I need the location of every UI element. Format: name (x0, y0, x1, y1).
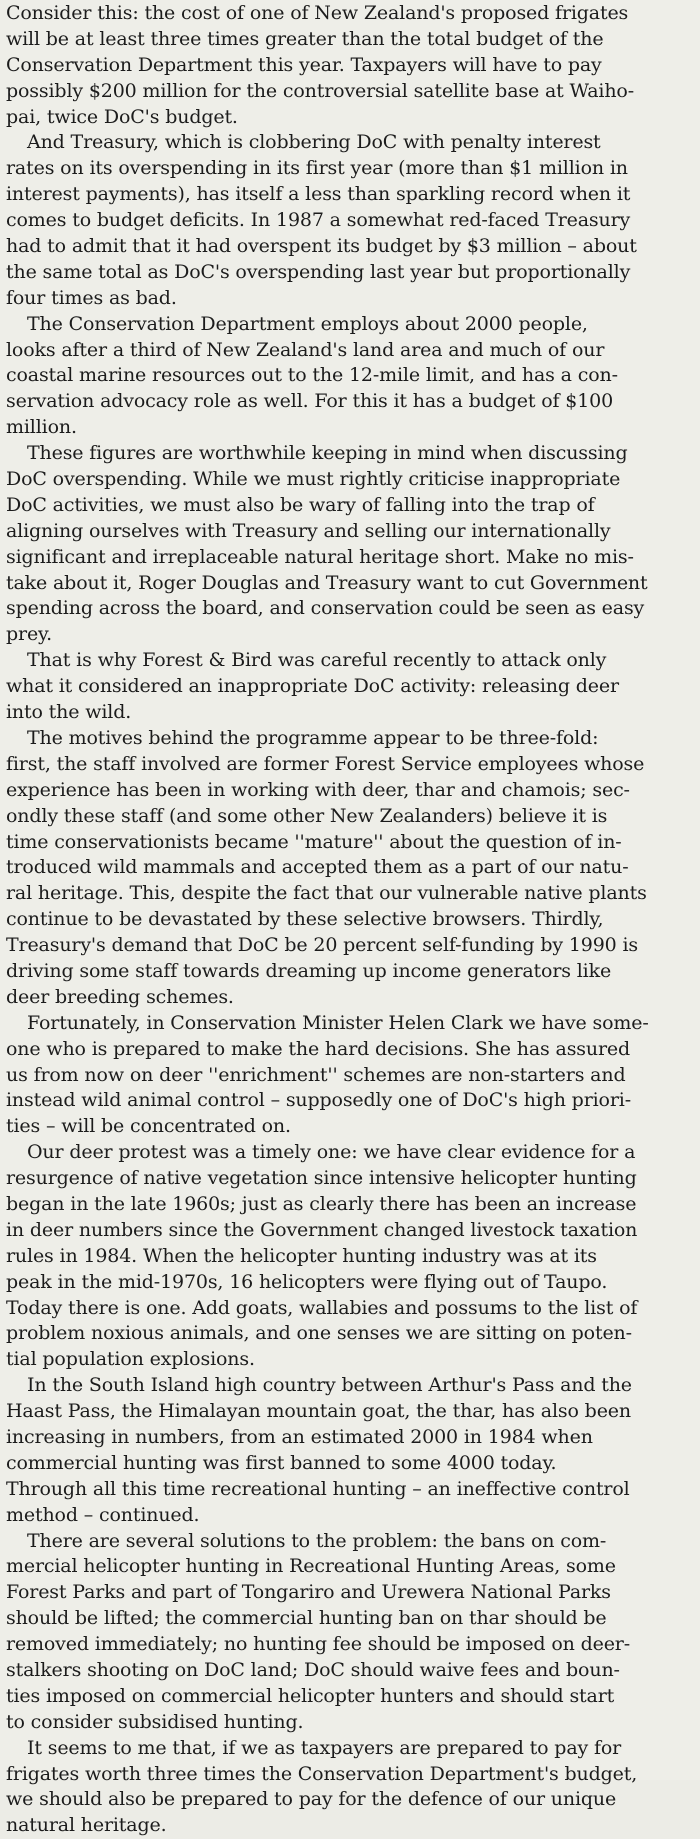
text-line: Fortunately, in Conservation Minister Helen Clark we have some- (27, 1011, 649, 1034)
text-line: interest payments), has itself a less than sparkling record when it (6, 183, 631, 206)
paragraph (6, 1, 686, 130)
text-line: looks after a third of New Zealand's land area and much of our (6, 338, 605, 361)
text-line: method – continued. (6, 1503, 200, 1526)
paragraph (6, 130, 686, 311)
text-line: natural heritage. (6, 1814, 167, 1837)
text-line: significant and irreplaceable natural heritage short. Make no mis- (6, 545, 634, 568)
text-line: first, the staff involved are former Forest Service employees whose (6, 752, 645, 775)
text-line: rules in 1984. When the helicopter hunting industry was at its (6, 1244, 597, 1267)
text-line: deer breeding schemes. (6, 985, 234, 1008)
text-line: tial population explosions. (6, 1348, 255, 1371)
text-line: time conservationists became ''mature'' about the question of in- (6, 830, 622, 853)
text-line: That is why Forest & Bird was careful recently to attack only (27, 649, 607, 672)
text-line: frigates worth three times the Conservation Department's budget, (6, 1762, 638, 1785)
text-line: us from now on deer ''enrichment'' schemes are non-starters and (6, 1063, 626, 1086)
text-line: will be at least three times greater than the total budget of the (6, 27, 604, 50)
paragraph (6, 441, 686, 648)
text-line: Today there is one. Add goats, wallabies and possums to the list of (6, 1296, 638, 1319)
text-line: stalkers shooting on DoC land; DoC should waive fees and boun- (6, 1659, 620, 1681)
paragraph (6, 1529, 686, 1736)
text-line: ties imposed on commercial helicopter hunters and should start (6, 1684, 615, 1707)
paragraph (6, 648, 686, 726)
text-line: These figures are worthwhile keeping in mind when discussing (27, 442, 628, 465)
text-line: Conservation Department this year. Taxpayers will have to pay (6, 53, 602, 76)
text-line: pai, twice DoC's budget. (6, 105, 238, 128)
text-line: driving some staff towards dreaming up income generators like (6, 959, 612, 982)
text-line: increasing in numbers, from an estimated 2000 in 1984 when (6, 1425, 593, 1448)
text-line: ral heritage. This, despite the fact that our vulnerable native plants (6, 882, 647, 905)
text-line: should be lifted; the commercial hunting ban on thar should be (6, 1607, 607, 1630)
text-line: began in the late 1960s; just as clearly there has been an increase (6, 1192, 637, 1215)
text-line: continue to be devastated by these selective browsers. Thirdly, (6, 908, 604, 931)
text-line: Forest Parks and part of Tongariro and Urewera National Parks (6, 1581, 611, 1604)
paragraph (6, 726, 686, 1011)
text-line: experience has been in working with deer, thar and chamois; sec- (6, 778, 630, 801)
text-line: DoC overspending. While we must rightly criticise inappropriate (6, 468, 621, 491)
text-line: There are several solutions to the problem: the bans on com- (27, 1529, 607, 1552)
text-line: Haast Pass, the Himalayan mountain goat, the thar, has also been (6, 1400, 631, 1423)
text-line: million. (6, 416, 77, 439)
text-line: The motives behind the programme appear to be three-fold: (27, 726, 599, 749)
text-line: ties – will be concentrated on. (6, 1115, 291, 1138)
paragraph (6, 1011, 686, 1140)
text-line: peak in the mid-1970s, 16 helicopters were flying out of Taupo. (6, 1270, 608, 1293)
paragraph (6, 1736, 686, 1839)
text-line: Consider this: the cost of one of New Zealand's proposed frigates (6, 2, 629, 24)
paragraph (6, 1373, 686, 1528)
text-line: Treasury's demand that DoC be 20 percent self-funding by 1990 is (6, 934, 638, 957)
text-line: It seems to me that, if we as taxpayers are prepared to pay for (27, 1736, 622, 1759)
text-line: instead wild animal control – supposedly one of DoC's high priori- (6, 1089, 631, 1112)
text-line: one who is prepared to make the hard decisions. She has assured (6, 1037, 631, 1060)
text-line: mercial helicopter hunting in Recreational Hunting Areas, some (6, 1555, 616, 1578)
text-line: And Treasury, which is clobbering DoC with penalty interest (27, 131, 601, 154)
text-line: we should also be prepared to pay for the defence of our unique (6, 1788, 617, 1811)
text-line: troduced wild mammals and accepted them as a part of our natu- (6, 856, 629, 879)
text-line: servation advocacy role as well. For this it has a budget of $100 (6, 390, 614, 413)
text-line: problem noxious animals, and one senses we are sitting on poten- (6, 1322, 632, 1345)
text-line: Through all this time recreational hunting – an ineffective control (6, 1477, 630, 1500)
text-line: ondly these staff (and some other New Zealanders) believe it is (6, 804, 608, 827)
text-line: what it considered an inappropriate DoC activity: releasing deer (6, 675, 619, 698)
paragraph (6, 1140, 686, 1373)
text-line: had to admit that it had overspent its budget by $3 million – about (6, 235, 637, 258)
text-line: In the South Island high country between Arthur's Pass and the (27, 1374, 632, 1397)
text-line: spending across the board, and conservation could be seen as easy (6, 597, 645, 620)
text-line: take about it, Roger Douglas and Treasury want to cut Government (6, 571, 648, 594)
text-line: in deer numbers since the Government changed livestock taxation (6, 1218, 638, 1241)
text-line: into the wild. (6, 701, 132, 724)
text-line: prey. (6, 623, 52, 646)
text-line: rates on its overspending in its first year (more than $1 million in (6, 157, 628, 180)
text-line: aligning ourselves with Treasury and selling our internationally (6, 519, 611, 542)
text-line: removed immediately; no hunting fee should be imposed on deer- (6, 1633, 630, 1656)
text-line: DoC activities, we must also be wary of falling into the trap of (6, 493, 595, 516)
text-line: to consider subsidised hunting. (6, 1710, 304, 1733)
text-line: possibly $200 million for the controversial satellite base at Waiho- (6, 79, 634, 102)
text-line: commercial hunting was first banned to some 4000 today. (6, 1451, 557, 1474)
text-line: four times as bad. (6, 286, 177, 309)
text-line: coastal marine resources out to the 12-mile limit, and has a con- (6, 364, 618, 387)
text-line: resurgence of native vegetation since intensive helicopter hunting (6, 1167, 637, 1190)
text-line: comes to budget deficits. In 1987 a somewhat red-faced Treasury (6, 209, 631, 232)
text-line: The Conservation Department employs about 2000 people, (27, 312, 588, 335)
text-line: the same total as DoC's overspending last year but proportionally (6, 260, 631, 283)
article-body (6, 1, 686, 1839)
paragraph (6, 312, 686, 441)
text-line: Our deer protest was a timely one: we have clear evidence for a (27, 1141, 636, 1164)
